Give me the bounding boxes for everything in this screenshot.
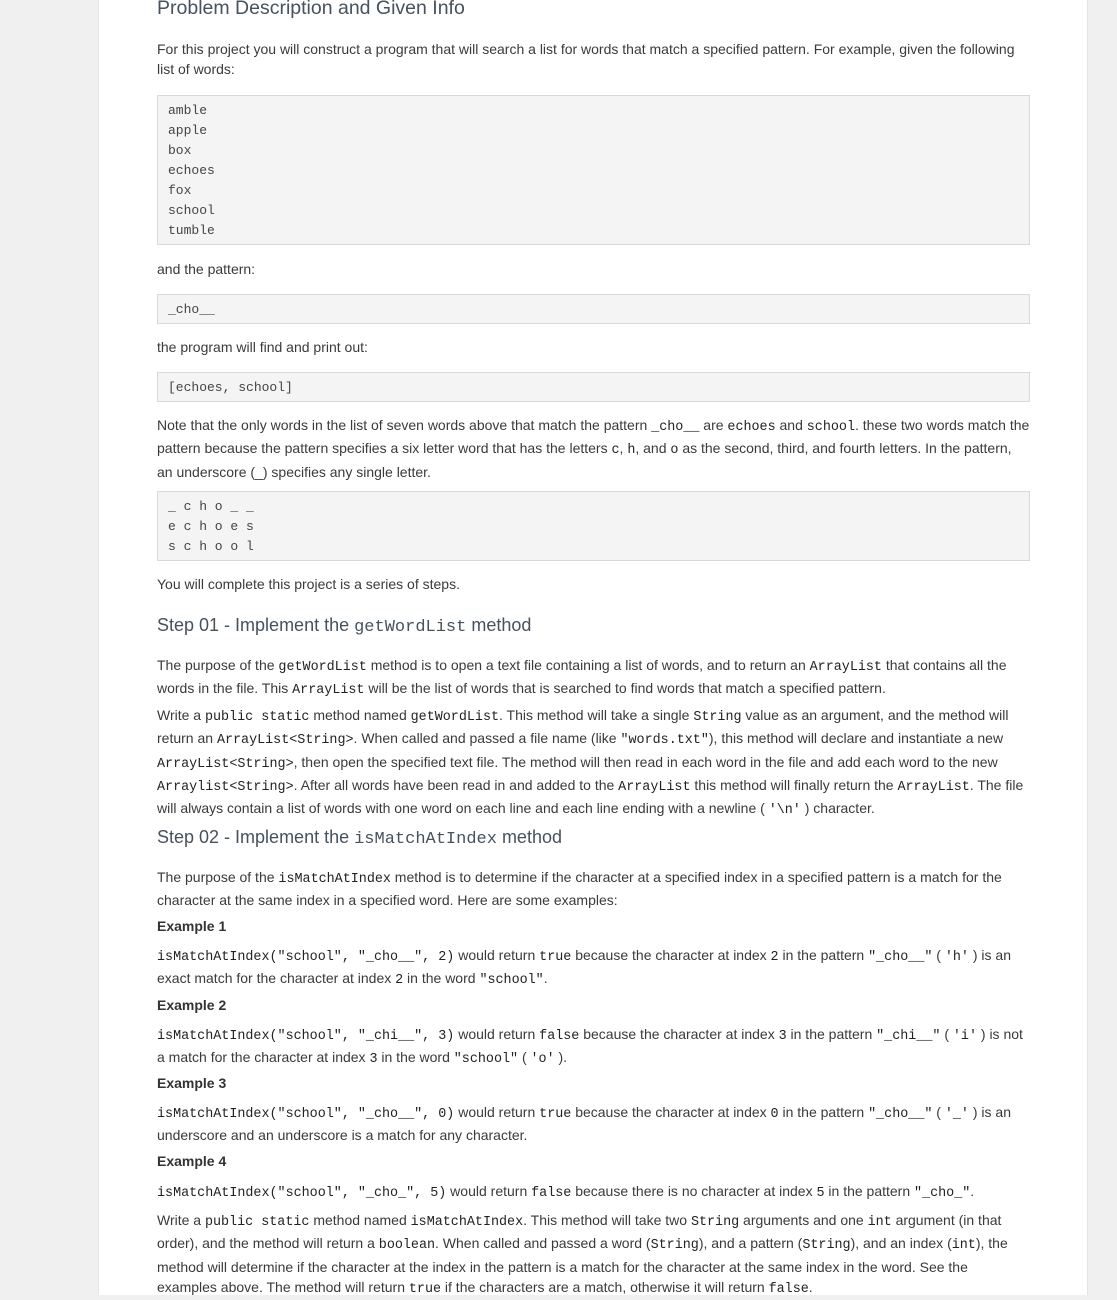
word-list-line: apple bbox=[168, 123, 208, 138]
step1-purpose: The purpose of the getWordList method is to open a text file containing a list of words, and to return an ArrayList that contains all the words in the file. This ArrayList will be the list of words that is searched to find words that match a specified pattern. bbox=[157, 657, 1007, 699]
alignment-row: s c h o o l bbox=[168, 539, 254, 554]
pattern-block bbox=[157, 294, 1030, 324]
example-2-label: Example 2 bbox=[157, 997, 227, 1013]
example-2-text: isMatchAtIndex("school", "_chi__", 3) would return false because the character at index 3 in the pattern "_chi__" ( 'i' ) is not a match for the character at index 3 in the word "school" ( 'o' ). bbox=[157, 1026, 1023, 1068]
alignment-block bbox=[157, 491, 1030, 561]
note-paragraph: Note that the only words in the list of seven words above that match the pattern _cho__ are echoes and school. these two words match the pattern because the pattern specifies a six letter word that has the letters c, h, and o as the second, third, and fourth letters. In the pattern, an underscore (_) specifies any single letter. bbox=[157, 417, 1030, 480]
intro-paragraph: For this project you will construct a program that will search a list for words that match a specified pattern. For example, given the following list of words: bbox=[157, 41, 1015, 78]
section-heading: Problem Description and Given Info bbox=[157, 0, 465, 19]
word-list-line: amble bbox=[168, 103, 208, 118]
alignment-row: _ c h o _ _ bbox=[168, 499, 254, 514]
output-block bbox=[157, 372, 1030, 402]
pattern-intro: and the pattern: bbox=[157, 261, 256, 277]
example-3-label: Example 3 bbox=[157, 1075, 227, 1091]
output-intro: the program will find and print out: bbox=[157, 339, 368, 355]
note-pattern: _cho__ bbox=[651, 420, 700, 435]
example-1-text: isMatchAtIndex("school", "_cho__", 2) would return true because the character at index 2 in the pattern "_cho__" ( 'h' ) is an exact match for the character at index 2 in the word "school". bbox=[157, 947, 1011, 989]
step2-purpose: The purpose of the isMatchAtIndex method is to determine if the character at a specified index in a specified pattern is a match for the character at the same index in a specified word. Here are some examples: bbox=[157, 869, 1002, 909]
example-1-label: Example 1 bbox=[157, 918, 227, 934]
step1-heading: Step 01 - Implement the getWordList method bbox=[157, 615, 532, 637]
example-4-label: Example 4 bbox=[157, 1153, 227, 1169]
note-word-echoes: echoes bbox=[727, 420, 776, 435]
word-list-block bbox=[157, 95, 1030, 245]
word-list-line: box bbox=[168, 143, 192, 158]
output-line: [echoes, school] bbox=[168, 380, 293, 395]
note-word-school: school bbox=[806, 420, 855, 435]
word-list-line: echoes bbox=[168, 163, 215, 178]
alignment-row: e c h o e s bbox=[168, 519, 254, 534]
series-paragraph: You will complete this project is a series of steps. bbox=[157, 576, 460, 592]
step2-details: Write a public static method named isMatchAtIndex. This method will take two String arguments and one int argument (in that order), and the method will return a boolean. When called and passed a word (String), and a pattern (String), and an index (int), the method will determine if the character at the index in the pattern is a match for the character at the same index in the word. See the examples above. The method will return true if the characters are a match, otherwise it will return false. bbox=[157, 1212, 1008, 1297]
content-card bbox=[98, 0, 1088, 1295]
example-3-text: isMatchAtIndex("school", "_cho__", 0) would return true because the character at index 0 in the pattern "_cho__" ( '_' ) is an underscore and an underscore is a match for any character. bbox=[157, 1104, 1011, 1144]
word-list-line: tumble bbox=[168, 223, 215, 238]
pattern-line: _cho__ bbox=[168, 302, 215, 317]
step2-heading: Step 02 - Implement the isMatchAtIndex method bbox=[157, 827, 562, 849]
step1-details: Write a public static method named getWordList. This method will take a single String value as an argument, and the method will return an ArrayList<String>. When called and passed a file name (like "words.txt"), this method will declare and instantiate a new ArrayList<String>, then open the specified text file. The method will then read in each word in the file and add each word to the new Arraylist<String>. After all words have been read in and added to the ArrayList this method will finally return the ArrayList. The file will always contain a list of words with one word on each line and each line ending with a newline ( '\n' ) character. bbox=[157, 707, 1024, 819]
word-list-line: school bbox=[168, 203, 215, 218]
word-list-line: fox bbox=[168, 183, 192, 198]
example-4-text: isMatchAtIndex("school", "_cho_", 5) would return false because there is no character at index 5 in the pattern "_cho_". bbox=[157, 1183, 975, 1201]
